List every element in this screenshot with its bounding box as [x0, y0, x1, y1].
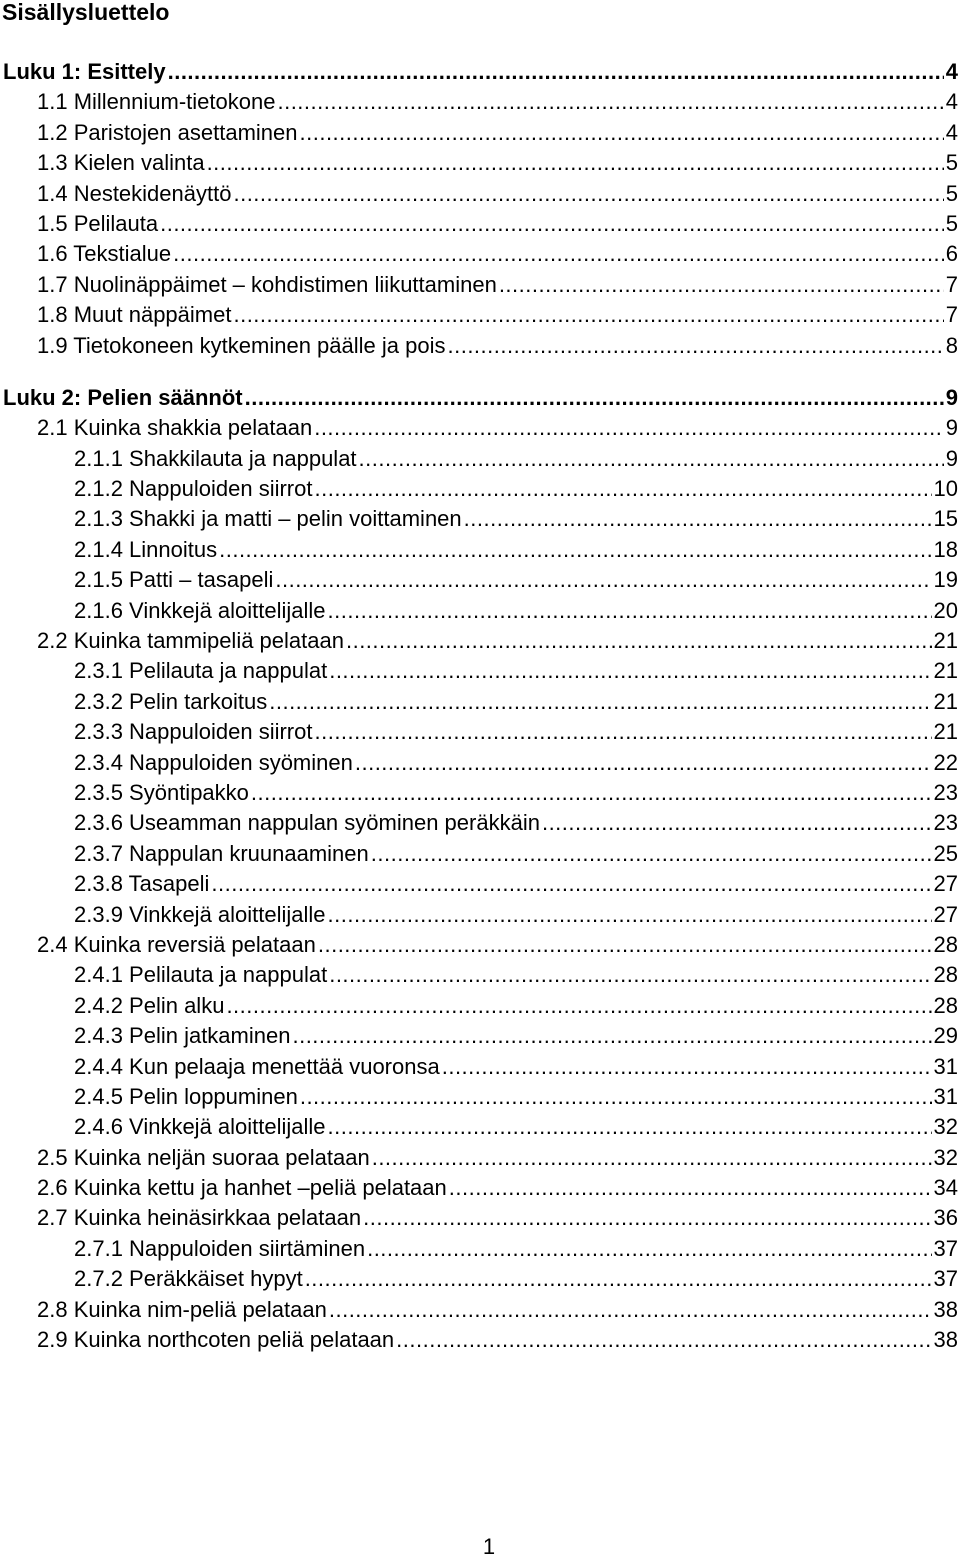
toc-dot-leader — [173, 239, 944, 269]
toc-entry-label: 1.7 Nuolinäppäimet – kohdistimen liikuttaminen — [37, 271, 497, 297]
toc-entry-page: 4 — [945, 89, 958, 115]
toc-entry-label: 1.5 Pelilauta — [37, 210, 159, 236]
toc-dot-leader — [447, 331, 943, 361]
toc-entry[interactable] — [0, 87, 960, 117]
toc-entry-label: 2.5 Kuinka neljän suoraa pelataan — [37, 1144, 370, 1170]
toc-entry[interactable] — [0, 565, 960, 595]
toc-entry[interactable] — [0, 413, 960, 443]
toc-entry[interactable] — [0, 1203, 960, 1233]
toc-entry-label: Luku 1: Esittely — [3, 59, 166, 84]
toc-entry[interactable] — [0, 1173, 960, 1203]
page-title: Sisällysluettelo — [2, 0, 170, 25]
toc-entry-label: 1.8 Muut näppäimet — [37, 302, 232, 328]
toc-entry-page: 18 — [933, 536, 958, 562]
toc-entry[interactable] — [0, 1234, 960, 1264]
toc-entry-label: 1.4 Nestekidenäyttö — [37, 180, 232, 206]
toc-entry-page: 22 — [933, 749, 958, 775]
toc-entry-page: 38 — [933, 1327, 958, 1353]
toc-entry-page: 37 — [933, 1266, 958, 1292]
toc-entry[interactable] — [0, 748, 960, 778]
toc-dot-leader — [329, 1295, 932, 1325]
toc-dot-leader — [442, 1052, 932, 1082]
toc-dot-leader — [168, 57, 944, 87]
toc-dot-leader — [329, 656, 931, 686]
toc-entry-label: 2.3.3 Nappuloiden siirrot — [74, 719, 313, 745]
toc-entry-page: 31 — [933, 1053, 958, 1079]
toc-entry[interactable] — [0, 239, 960, 269]
toc-entry-label: 2.1 Kuinka shakkia pelataan — [37, 415, 313, 441]
toc-dot-leader — [314, 717, 931, 747]
toc-entry-label: 2.7.1 Nappuloiden siirtäminen — [74, 1235, 366, 1261]
toc-entry[interactable] — [0, 209, 960, 239]
toc-entry-label: 2.4.4 Kun pelaaja menettää vuoronsa — [74, 1053, 440, 1079]
toc-entry[interactable] — [0, 687, 960, 717]
toc-entry-page: 20 — [933, 597, 958, 623]
toc-chapter-entry[interactable] — [0, 383, 960, 413]
toc-entry-page: 37 — [933, 1235, 958, 1261]
toc-entry-page: 21 — [933, 719, 958, 745]
toc-entry-label: 2.1.2 Nappuloiden siirrot — [74, 476, 313, 502]
toc-dot-leader — [449, 1173, 932, 1203]
toc-dot-leader — [305, 1264, 932, 1294]
toc-dot-leader — [396, 1325, 931, 1355]
toc-dot-leader — [277, 87, 943, 117]
toc-dot-leader — [355, 748, 932, 778]
toc-entry-page: 21 — [933, 628, 958, 654]
toc-entry-label: 2.7.2 Peräkkäiset hypyt — [74, 1266, 303, 1292]
toc-entry-label: 2.3.4 Nappuloiden syöminen — [74, 749, 353, 775]
toc-entry-page: 10 — [933, 476, 958, 502]
toc-entry-page: 25 — [933, 840, 958, 866]
toc-entry[interactable] — [0, 1143, 960, 1173]
toc-entry-label: 2.3.7 Nappulan kruunaaminen — [74, 840, 369, 866]
toc-entry[interactable] — [0, 1052, 960, 1082]
toc-dot-leader — [292, 1021, 931, 1051]
toc-entry-label: 2.4.5 Pelin loppuminen — [74, 1083, 298, 1109]
toc-entry[interactable] — [0, 596, 960, 626]
toc-entry-page: 29 — [933, 1023, 958, 1049]
toc-dot-leader — [245, 383, 944, 413]
toc-dot-leader — [269, 687, 931, 717]
toc-entry[interactable] — [0, 270, 960, 300]
toc-entry-page: 6 — [945, 241, 958, 267]
toc-entry-page: 28 — [933, 962, 958, 988]
toc-entry-label: 2.1.6 Vinkkejä aloittelijalle — [74, 597, 326, 623]
toc-entry-label: 2.8 Kuinka nim-peliä pelataan — [37, 1296, 327, 1322]
toc-entry-page: 15 — [933, 506, 958, 532]
toc-entry[interactable] — [0, 1325, 960, 1355]
toc-entry-page: 9 — [945, 384, 958, 410]
toc-entry-label: 2.4.3 Pelin jatkaminen — [74, 1023, 291, 1049]
toc-entry-page: 7 — [945, 271, 958, 297]
toc-entry-page: 7 — [945, 302, 958, 328]
toc-chapter-entry[interactable] — [0, 57, 960, 87]
toc-entry-page: 19 — [933, 567, 958, 593]
toc-dot-leader — [226, 991, 931, 1021]
toc-dot-leader — [464, 504, 932, 534]
toc-entry-label: 2.3.9 Vinkkejä aloittelijalle — [74, 901, 326, 927]
toc-dot-leader — [542, 808, 932, 838]
toc-entry[interactable] — [0, 778, 960, 808]
toc-entry[interactable] — [0, 1295, 960, 1325]
toc-entry-label: 2.7 Kuinka heinäsirkkaa pelataan — [37, 1205, 362, 1231]
toc-dot-leader — [371, 839, 932, 869]
toc-entry[interactable] — [0, 474, 960, 504]
toc-entry[interactable] — [0, 331, 960, 361]
toc-entry[interactable] — [0, 626, 960, 656]
toc-entry-label: 2.1.1 Shakkilauta ja nappulat — [74, 445, 357, 471]
toc-entry-page: 28 — [933, 931, 958, 957]
toc-dot-leader — [233, 300, 943, 330]
toc-entry[interactable] — [0, 717, 960, 747]
toc-dot-leader — [300, 118, 944, 148]
toc-dot-leader — [359, 444, 944, 474]
toc-entry-page: 28 — [933, 992, 958, 1018]
table-of-contents — [0, 57, 960, 1355]
toc-entry-label: 1.3 Kielen valinta — [37, 150, 205, 176]
toc-entry[interactable] — [0, 300, 960, 330]
toc-entry-page: 38 — [933, 1296, 958, 1322]
toc-dot-leader — [329, 960, 931, 990]
toc-dot-leader — [367, 1234, 931, 1264]
toc-dot-leader — [328, 900, 932, 930]
toc-entry-label: 2.1.4 Linnoitus — [74, 536, 218, 562]
toc-dot-leader — [372, 1143, 932, 1173]
toc-entry-page: 5 — [945, 150, 958, 176]
toc-entry-label: 2.4.2 Pelin alku — [74, 992, 225, 1018]
toc-entry-page: 5 — [945, 210, 958, 236]
toc-entry-label: 2.1.5 Patti – tasapeli — [74, 567, 274, 593]
toc-entry-page: 8 — [945, 332, 958, 358]
toc-entry-page: 9 — [945, 445, 958, 471]
toc-entry-label: 2.9 Kuinka northcoten peliä pelataan — [37, 1327, 395, 1353]
toc-dot-leader — [328, 1112, 932, 1142]
toc-entry-page: 36 — [933, 1205, 958, 1231]
toc-dot-leader — [211, 869, 931, 899]
toc-entry-label: 2.3.8 Tasapeli — [74, 871, 210, 897]
toc-entry-page: 34 — [933, 1175, 958, 1201]
toc-entry-page: 23 — [933, 779, 958, 805]
toc-entry[interactable] — [0, 991, 960, 1021]
toc-entry-label: 1.1 Millennium-tietokone — [37, 89, 276, 115]
toc-dot-leader — [499, 270, 944, 300]
toc-dot-leader — [233, 179, 943, 209]
toc-dot-leader — [318, 930, 932, 960]
toc-entry[interactable] — [0, 960, 960, 990]
toc-entry[interactable] — [0, 535, 960, 565]
toc-dot-leader — [363, 1203, 931, 1233]
toc-entry[interactable] — [0, 148, 960, 178]
toc-entry-page: 5 — [945, 180, 958, 206]
toc-dot-leader — [328, 596, 932, 626]
toc-entry-page: 31 — [933, 1083, 958, 1109]
toc-dot-leader — [160, 209, 944, 239]
page-number: 1 — [482, 1534, 496, 1559]
toc-entry[interactable] — [0, 869, 960, 899]
toc-entry-page: 4 — [945, 59, 958, 84]
toc-entry-page: 32 — [933, 1144, 958, 1170]
toc-entry-page: 21 — [933, 658, 958, 684]
toc-entry[interactable] — [0, 1021, 960, 1051]
toc-entry-label: 2.4.1 Pelilauta ja nappulat — [74, 962, 328, 988]
toc-entry[interactable] — [0, 930, 960, 960]
toc-entry-label: 2.4 Kuinka reversiä pelataan — [37, 931, 316, 957]
toc-entry[interactable] — [0, 1264, 960, 1294]
toc-entry[interactable] — [0, 900, 960, 930]
toc-entry-page: 4 — [945, 119, 958, 145]
toc-entry-page: 27 — [933, 871, 958, 897]
toc-dot-leader — [300, 1082, 932, 1112]
toc-entry-page: 27 — [933, 901, 958, 927]
toc-dot-leader — [219, 535, 931, 565]
toc-entry[interactable] — [0, 1112, 960, 1142]
toc-entry-label: 2.4.6 Vinkkejä aloittelijalle — [74, 1114, 326, 1140]
toc-entry-label: 1.9 Tietokoneen kytkeminen päälle ja pois — [37, 332, 446, 358]
toc-entry-label: 1.6 Tekstialue — [37, 241, 172, 267]
toc-entry-label: 2.3.5 Syöntipakko — [74, 779, 249, 805]
toc-entry[interactable] — [0, 504, 960, 534]
toc-entry-label: 2.1.3 Shakki ja matti – pelin voittaminen — [74, 506, 462, 532]
toc-entry-page: 23 — [933, 810, 958, 836]
toc-entry[interactable] — [0, 444, 960, 474]
toc-dot-leader — [275, 565, 931, 595]
toc-entry-label: 2.3.2 Pelin tarkoitus — [74, 688, 268, 714]
toc-entry[interactable] — [0, 656, 960, 686]
toc-entry-page: 9 — [945, 415, 958, 441]
toc-entry-label: 2.2 Kuinka tammipeliä pelataan — [37, 628, 344, 654]
toc-dot-leader — [314, 474, 931, 504]
toc-entry-label: 2.6 Kuinka kettu ja hanhet –peliä pelataan — [37, 1175, 447, 1201]
toc-entry-label: 1.2 Paristojen asettaminen — [37, 119, 298, 145]
toc-entry-label: 2.3.6 Useamman nappulan syöminen peräkkäin — [74, 810, 540, 836]
toc-dot-leader — [251, 778, 932, 808]
toc-entry[interactable] — [0, 118, 960, 148]
toc-entry-page: 32 — [933, 1114, 958, 1140]
toc-entry-label: 2.3.1 Pelilauta ja nappulat — [74, 658, 328, 684]
toc-entry-label: Luku 2: Pelien säännöt — [3, 384, 243, 410]
toc-entry[interactable] — [0, 179, 960, 209]
toc-entry[interactable] — [0, 808, 960, 838]
toc-dot-leader — [314, 413, 944, 443]
toc-entry[interactable] — [0, 839, 960, 869]
toc-entry[interactable] — [0, 1082, 960, 1112]
toc-dot-leader — [346, 626, 932, 656]
toc-dot-leader — [207, 148, 944, 178]
toc-entry-page: 21 — [933, 688, 958, 714]
